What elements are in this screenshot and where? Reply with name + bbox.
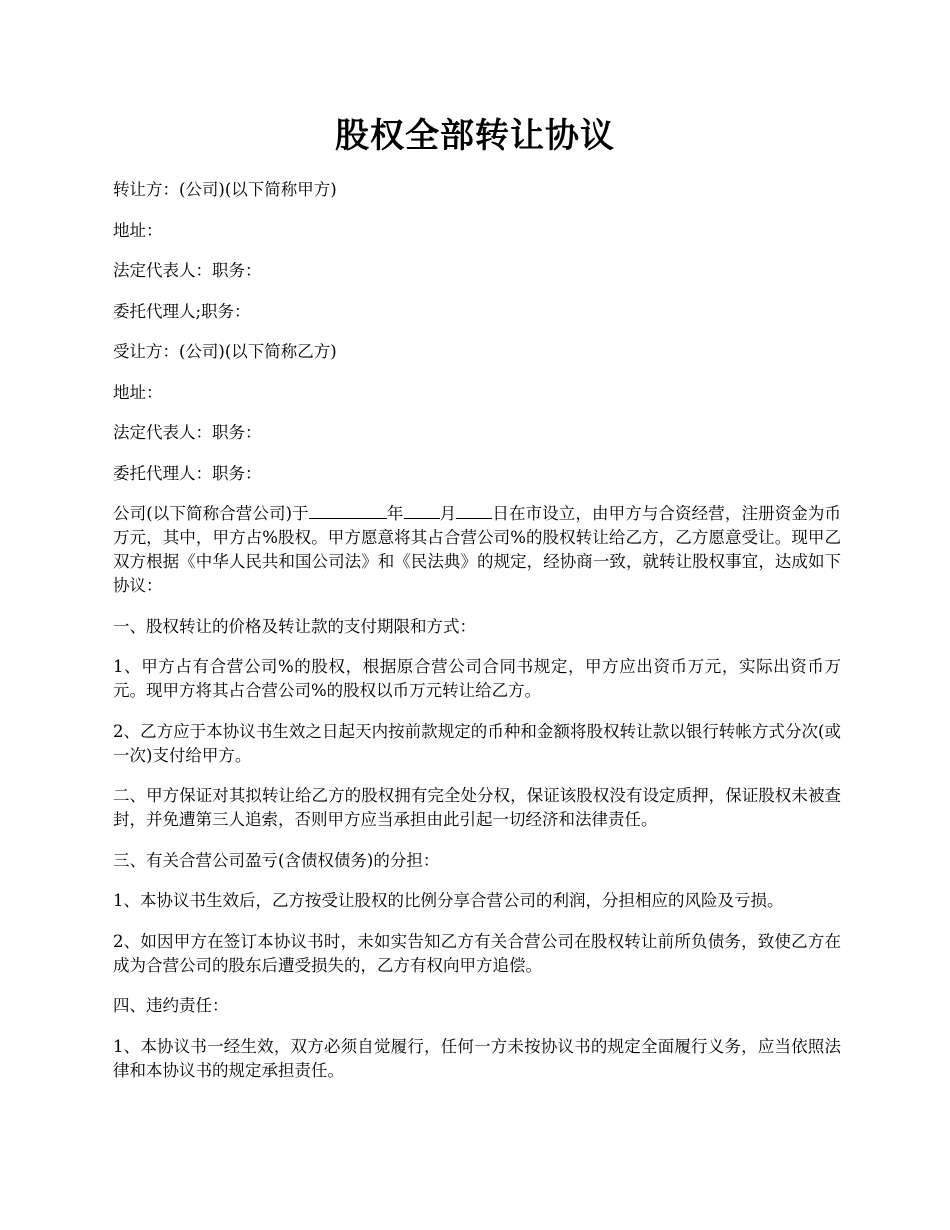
transferor-line: 转让方：(公司)(以下简称甲方) [113,180,337,199]
section-4-clause-1: 1、本协议书一经生效，双方必须自觉履行，任何一方未按协议书的规定全面履行义务，应当依照法律和本协议书的规定承担责任。 [113,1036,841,1080]
preamble-paragraph [113,502,841,598]
transferor-legal-rep: 法定代表人：职务： [113,261,262,280]
section-1-heading: 一、股权转让的价格及转让款的支付期限和方式： [113,616,476,636]
transferor-agent: 委托代理人;职务： [113,301,251,321]
section-3-clause-1: 1、本协议书生效后，乙方按受让股权的比例分享合营公司的利润，分担相应的风险及亏损。 [113,891,784,910]
preamble-start: 公司(以下简称合营公司)于 [113,504,309,523]
year-blank [309,502,387,519]
transferee-address: 地址： [113,382,163,402]
section-3-clause-2: 2、如因甲方在签订本协议书时，未如实告知乙方有关合营公司在股权转让前所负债务，致使乙方在成为合营公司的股东后遭受损失的，乙方有权向甲方追偿。 [113,931,841,975]
transferor-address: 地址： [113,220,163,240]
section-2-paragraph: 二、甲方保证对其拟转让给乙方的股权拥有完全处分权，保证该股权没有设定质押，保证股权未被查封，并免遭第三人追索，否则甲方应当承担由此引起一切经济和法律责任。 [113,786,841,829]
transferee-agent: 委托代理人：职务： [113,463,262,483]
year-label: 年 [386,504,404,523]
transferee-line: 受让方：(公司)(以下简称乙方) [113,342,337,361]
document-body [113,178,841,1099]
month-blank [404,502,440,519]
section-1-clause-2: 2、乙方应于本协议书生效之日起天内按前款规定的币种和金额将股权转让款以银行转帐方式分次(或一次)支付给甲方。 [113,721,841,765]
day-blank [456,502,492,519]
preamble-rest: 日在市设立，由甲方与合资经营，注册资金为币万元，其中，甲方占%股权。甲方愿意将其占合营公司%的股权转让给乙方，乙方愿意受让。现甲乙双方根据《中华人民共和国公司法》和《民法典》的规定，经协商一致，就转让股权事宜，达成如下协议： [113,504,842,595]
document-title: 股权全部转让协议 [335,116,615,156]
transferee-legal-rep: 法定代表人：职务： [113,423,262,442]
section-1-clause-1: 1、甲方占有合营公司%的股权，根据原合营公司合同书规定，甲方应出资币万元，实际出资币万元。现甲方将其占合营公司%的股权以币万元转让给乙方。 [113,657,841,700]
section-4-heading: 四、违约责任： [113,996,229,1015]
month-label: 月 [439,504,457,523]
section-3-heading: 三、有关合营公司盈亏(含债权债务)的分担： [113,850,440,870]
